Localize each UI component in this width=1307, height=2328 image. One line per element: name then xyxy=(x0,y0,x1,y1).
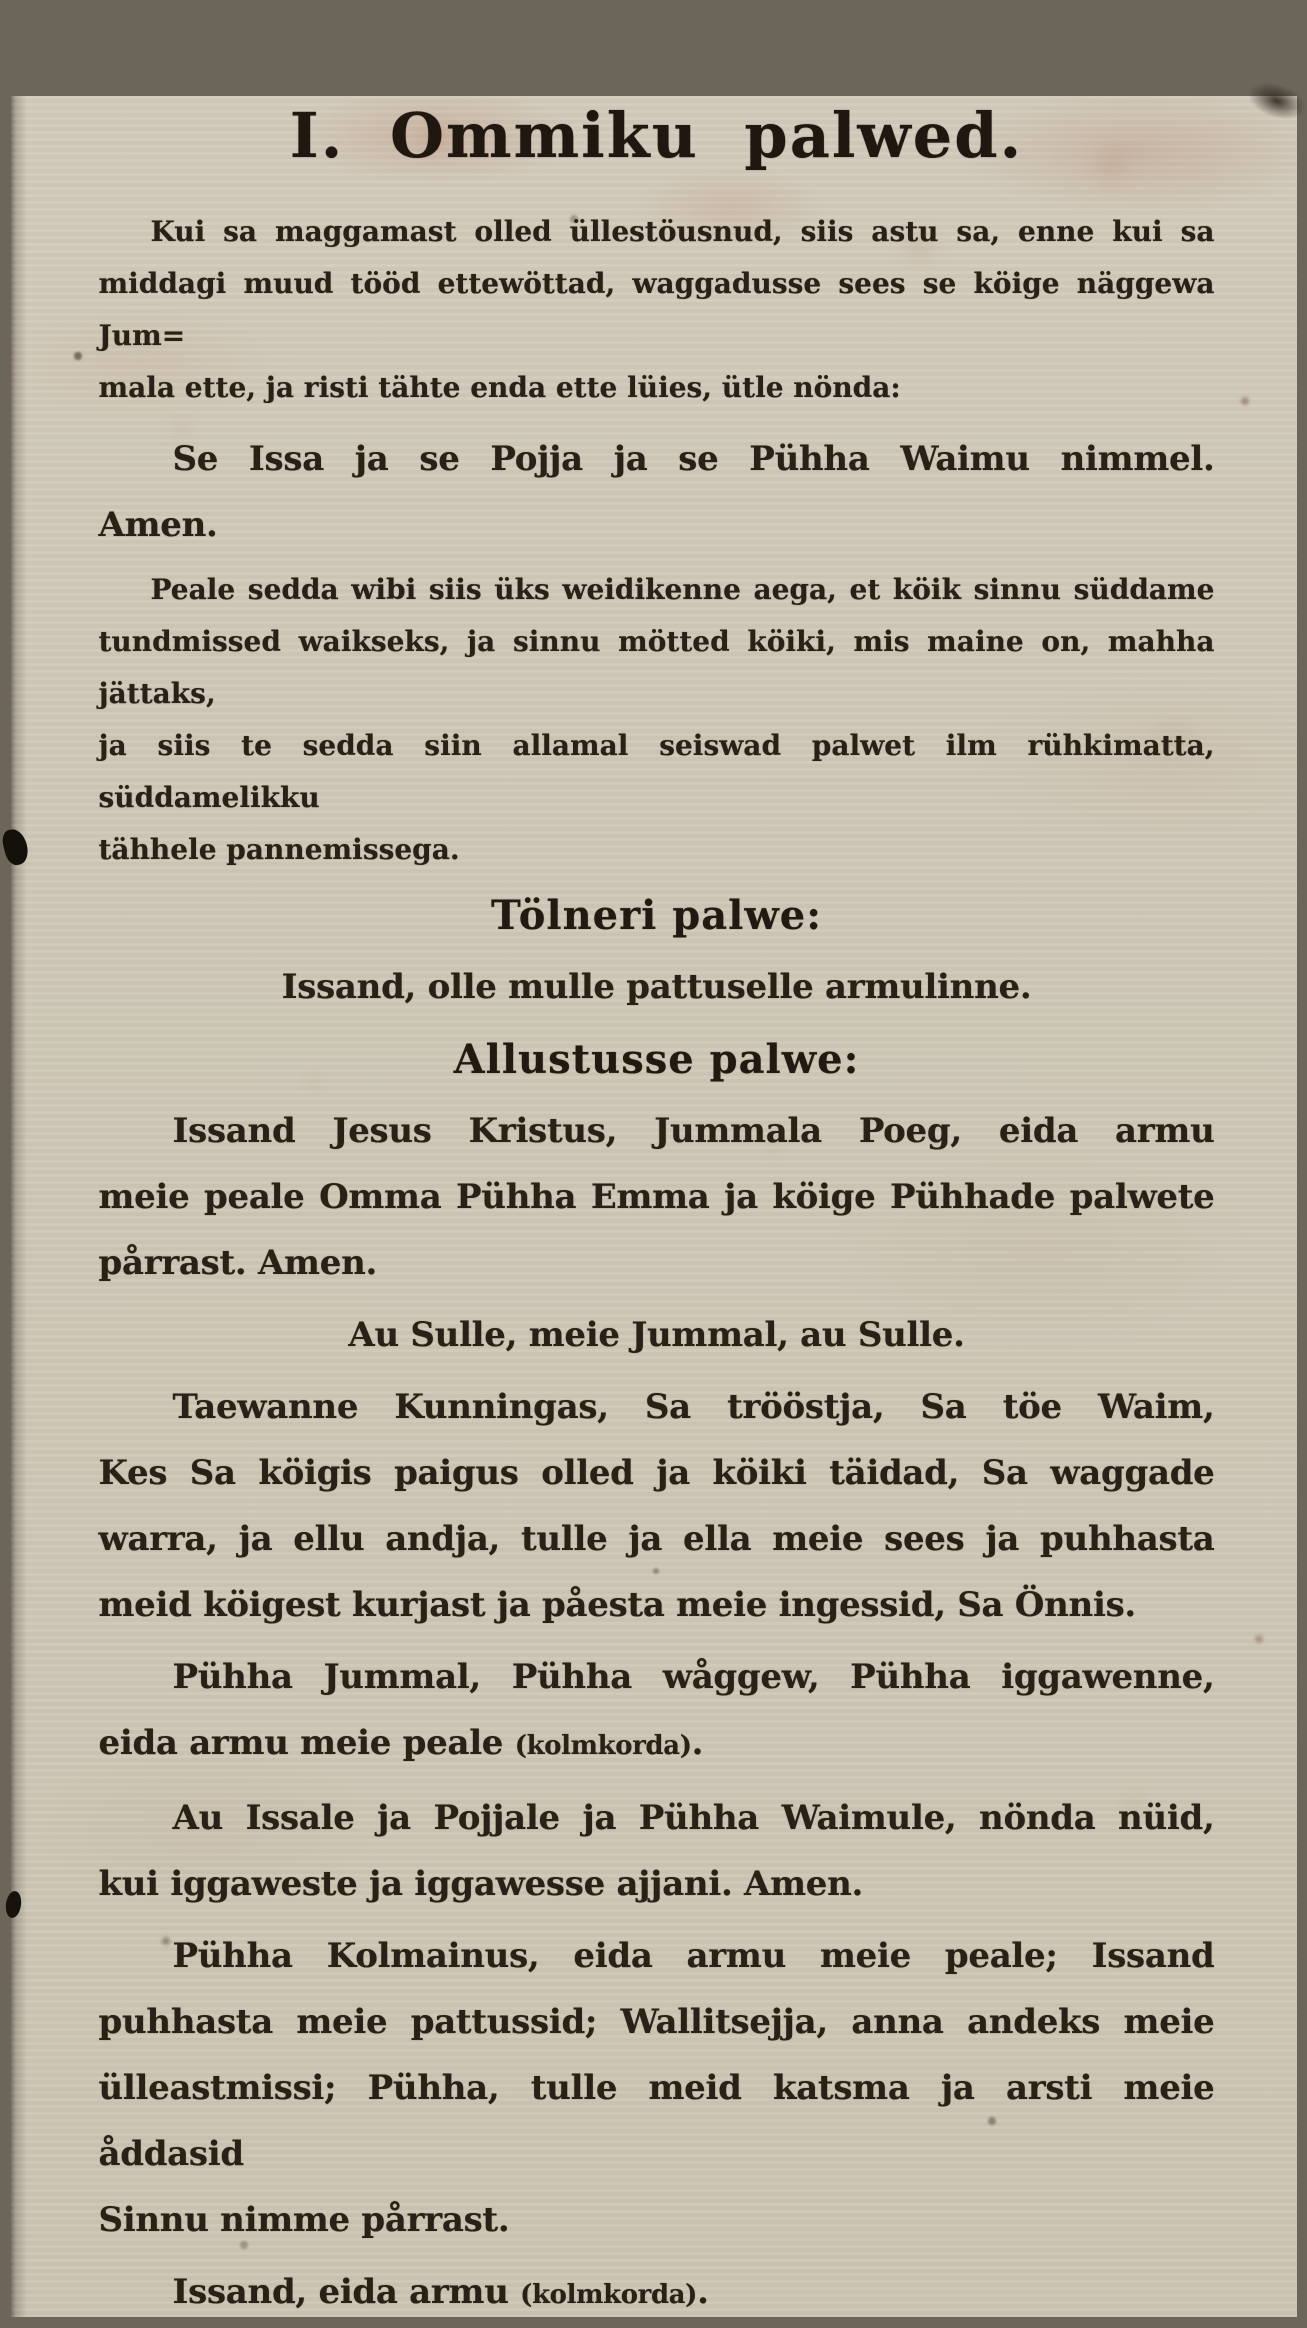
text-line: Au Issale ja Pojjale ja Pühha Waimule, nönda nüid, xyxy=(172,1798,1215,1838)
rubric-intro xyxy=(99,206,1215,414)
text-line: ja siis te sedda siin allamal seiswad palwet ilm rühkimatta, süddamelikku xyxy=(98,729,1215,814)
prayer-gloria-patri xyxy=(99,1785,1215,1917)
prayer-kyrie xyxy=(99,2259,1215,2328)
text-line: Se Issa ja se Pojja ja se Pühha Waimu nimmel. xyxy=(172,439,1215,479)
text-line: Issand, olle mulle pattuselle armulinne. xyxy=(281,967,1032,1007)
text-line: meid köigest kurjast ja påesta meie ingessid, Sa Önnis. xyxy=(98,1585,1136,1625)
text-line: ülleastmissi; Pühha, tulle meid katsma ja arsti meie åddasid xyxy=(98,2068,1215,2174)
text-line: middagi muud tööd ettewöttad, waggadusse sees se köige näggewa Jum= xyxy=(98,267,1215,352)
text-line: Peale sedda wibi siis üks weidikenne aega, et köik sinnu süddame xyxy=(150,573,1215,606)
text-line: Taewanne Kunningas, Sa trööstja, Sa töe Waim, xyxy=(172,1387,1215,1427)
prayer-holy-trinity xyxy=(99,1923,1215,2253)
text-line: warra, ja ellu andja, tulle ja ella meie sees ja puhhasta xyxy=(98,1519,1215,1559)
text-line: pårrast. Amen. xyxy=(98,1243,378,1283)
text-line: puhhasta meie pattussid; Wallitsejja, anna andeks meie xyxy=(98,2002,1215,2042)
text-column xyxy=(11,96,1297,2328)
scanned-book-page xyxy=(11,96,1297,2317)
text-line: tundmissed waikseks, ja sinnu mötted köiki, mis maine on, mahha jättaks, xyxy=(98,625,1215,710)
text-blocks xyxy=(99,206,1215,2328)
text-line: Kui sa maggamast olled üllestöusnud, siis astu sa, enne kui sa xyxy=(150,215,1215,248)
text-line: Au Sulle, meie Jummal, au Sulle. xyxy=(348,1315,965,1355)
prayer-publican xyxy=(99,954,1215,1020)
page-title: I. Ommiku palwed. xyxy=(289,99,1024,172)
text-line: Pühha Jummal, Pühha wåggew, Pühha iggawenne, xyxy=(172,1657,1215,1697)
text-line: meie peale Omma Pühha Emma ja köige Pühhade palwete xyxy=(98,1177,1215,1217)
heading-allustusse-palwe xyxy=(99,1034,1215,1086)
heading-tolneri-palwe xyxy=(99,890,1215,942)
doxology-line xyxy=(99,1302,1215,1368)
rubric-note: (kolmkorda) xyxy=(514,1731,692,1761)
text-line: Amen. xyxy=(98,505,218,545)
text-line: mala ette, ja risti tähte enda ette lüies, ütle nönda: xyxy=(98,371,901,404)
prayer-opening xyxy=(99,1098,1215,1296)
text-line: Allustusse palwe: xyxy=(453,1036,860,1083)
text-line: Kes Sa köigis paigus olled ja köiki täidad, Sa waggade xyxy=(98,1453,1215,1493)
text-line: Issand Jesus Kristus, Jummala Poeg, eida armu xyxy=(172,1111,1215,1151)
prayer-sign-of-cross xyxy=(99,426,1215,558)
text-line: Pühha Kolmainus, eida armu meie peale; Issand xyxy=(172,1936,1215,1976)
text-line: eida armu meie peale (kolmkorda). xyxy=(98,1723,704,1763)
prayer-heavenly-king xyxy=(99,1374,1215,1638)
text-line: Tölneri palwe: xyxy=(490,892,823,939)
text-line: kui iggaweste ja iggawesse ajjani. Amen. xyxy=(98,1864,864,1904)
rubric-note: (kolmkorda) xyxy=(520,2280,698,2310)
text-line: Sinnu nimme pårrast. xyxy=(98,2200,510,2240)
text-line: tähhele pannemissega. xyxy=(98,833,460,866)
rubric-instruction xyxy=(99,564,1215,876)
text-line: Issand, eida armu (kolmkorda). xyxy=(172,2272,709,2312)
prayer-trisagion xyxy=(99,1644,1215,1779)
